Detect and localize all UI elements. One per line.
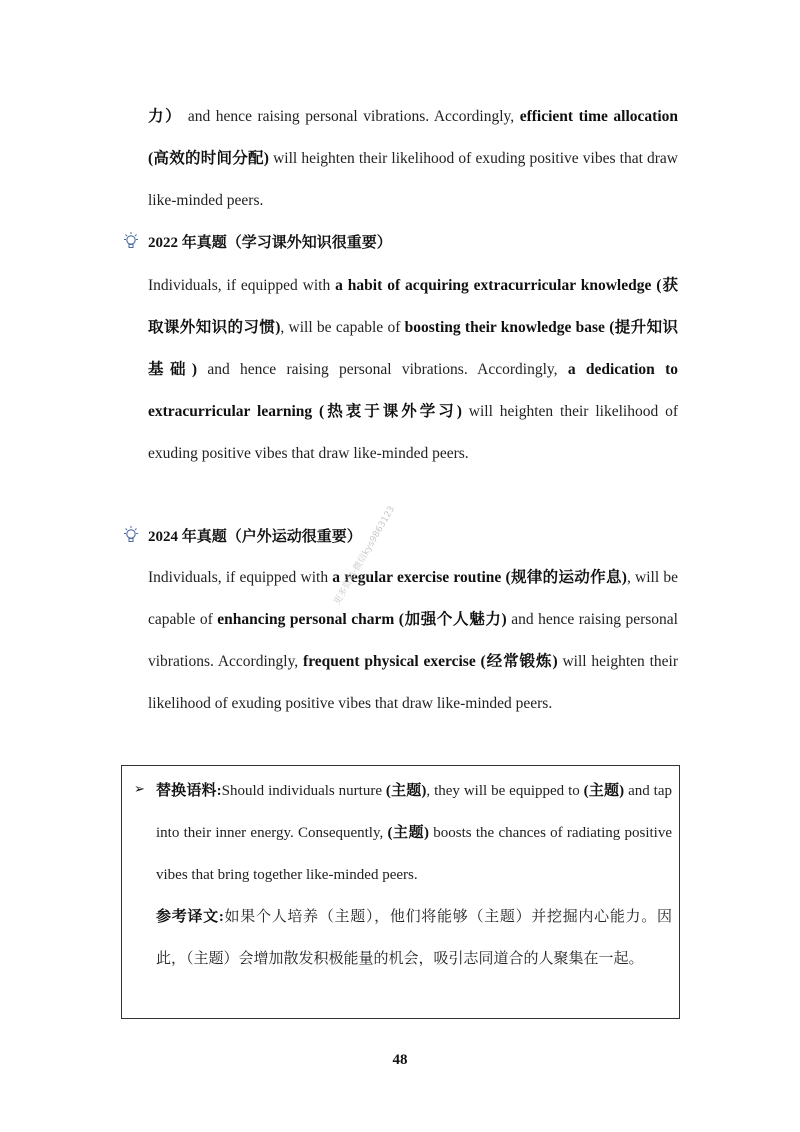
page-number: 48 [392,1052,408,1068]
lightbulb-icon [122,231,140,251]
substitution-box [121,765,680,1019]
watermark: 更多资料·微信kys9863123 [332,504,398,607]
paragraph-2022: Individuals, if equipped with a habit of acquiring extracurricular knowledge (获取课外知识的习惯), will be capable of boosting their knowledge base (提升知识基础) and hence raising personal vibrations. Accordingly, a dedication to extracurricular learning (热衷于课外学习) will heighten their likelihood of exuding positive vibes that draw like-minded peers. [148,277,678,462]
heading-2022 [122,230,682,256]
heading-2024 [122,524,682,550]
lightbulb-icon [122,525,140,545]
heading-2024-text: 2024 年真题（户外运动很重要） [148,529,362,545]
translation-text: 参考译文:如果个人培养（主题），他们将能够（主题）并挖掘内心能力。因此，（主题）会增加散发积极能量的机会，吸引志同道合的人聚集在一起。 [156,909,672,967]
paragraph-2021-end: 力） and hence raising personal vibrations. Accordingly, efficient time allocation (高效的时间分配) will heighten their likelihood of exuding positive vibes that draw like-minded peers. [148,108,679,209]
substitution-text: 替换语料:Should individuals nurture (主题), they will be equipped to (主题) and tap into their inner energy. Consequently, (主题) boosts the chances of radiating positive vibes that bring together like-minded peers. [156,783,672,883]
heading-2022-text: 2022 年真题（学习课外知识很重要） [148,235,392,251]
paragraph-2024: Individuals, if equipped with a regular exercise routine (规律的运动作息), will be capable of enhancing personal charm (加强个人魅力) and hence raising personal vibrations. Accordingly, frequent physical exercise (经常锻炼) will heighten their likelihood of exuding positive vibes that draw like-minded peers. [148,569,679,712]
arrow-bullet-icon: ➢ [134,781,145,796]
